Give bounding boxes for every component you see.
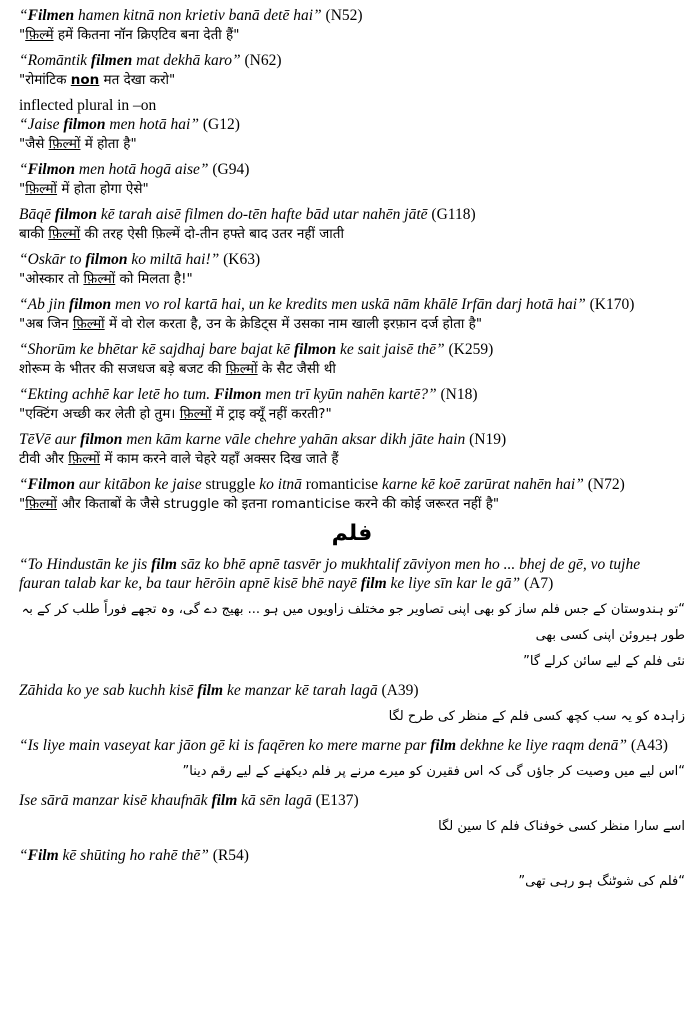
urdu-section-heading: فلم [331,521,373,546]
urdu-line: “فلم کی شوٹنگ ہو رہی تھی” [518,874,685,889]
romanized-line: “Ab jin filmon men vo rol kartā hai, un ke kredits men uskā nām khālē Irfān darj hotā hai” (K170) [19,296,635,313]
example-g118 [19,205,685,245]
urdu-line: زاہدہ کو یہ سب کچھ کسی فلم کے منظر کی طرح لگا [388,709,685,724]
romanized-line: “Filmon aur kitābon ke jaise struggle ko itnā romanticise karne kē koē zarūrat nahēn hai” (N72) [19,476,625,493]
devanagari-line: "अब जिन फ़िल्मों में वो रोल करता है, उन के क्रेडिट्स में उसका नाम खाली इरफ़ान दर्ज होता है" [19,316,483,332]
example-n18 [19,385,685,425]
example-k259 [19,340,685,380]
romanized-line: Zāhida ko ye sab kuchh kisē film ke manzar kē tarah lagā (A39) [19,682,419,699]
romanized-line: “Film kē shūting ho rahē thē” (R54) [19,847,249,864]
example-g94 [19,160,685,200]
example-n72 [19,475,685,515]
devanagari-line: बाकी फ़िल्मों की तरह ऐसी फ़िल्में दो-तीन हफ्ते बाद उतर नहीं जाती [19,226,344,242]
example-k63 [19,250,685,290]
devanagari-line: शोरूम के भीतर की सजधज बड़े बजट की फ़िल्मों के सैट जैसी थी [19,361,336,377]
example-n19 [19,430,685,470]
example-a7 [19,555,685,675]
urdu-line: “اس لیے میں وصیت کر جاؤں گی کہ اس فقیرن کو میرے مرنے پر فلم دیکھنے کے لیے رقم دینا” [182,764,685,779]
section-label-inflected: inflected plural in –on [19,97,157,114]
romanized-line: “Filmen hamen kitnā non krietiv banā detē hai” (N52) [19,7,363,24]
romanized-line: “Filmon men hotā hogā aise” (G94) [19,161,250,178]
urdu-line: اسے سارا منظر کسی خوفناک فلم کا سین لگا [438,819,685,834]
romanized-line: “Jaise filmon men hotā hai” (G12) [19,116,240,133]
romanized-line: Ise sārā manzar kisē khaufnāk film kā sēn lagā (E137) [19,792,359,809]
example-n62 [19,51,685,91]
devanagari-line: "ओस्कार तो फ़िल्मों को मिलता है!" [19,271,193,287]
romanized-line: Bāqē filmon kē tarah aisē filmen do-tēn hafte bād utar nahēn jātē (G118) [19,206,476,223]
example-e137 [19,791,685,840]
example-g12 [19,115,685,155]
romanized-line: “Oskār to filmon ko miltā hai!” (K63) [19,251,261,268]
devanagari-line: टीवी और फ़िल्मों में काम करने वाले चेहरे यहाँ अक्सर दिख जाते हैं [19,451,339,467]
romanized-line: “Ekting achhē kar letē ho tum. Filmon men trī kyūn nahēn kartē?” (N18) [19,386,478,403]
romanized-line: TēVē aur filmon men kām karne vāle chehre yahān aksar dikh jāte hain (N19) [19,431,507,448]
romanized-line: “Romāntik filmen mat dekhā karo” (N62) [19,52,282,69]
devanagari-line: "फ़िल्मों और किताबों के जैसे struggle को इतना romanticise करने की कोई जरूरत नहीं है" [19,496,500,512]
romanized-line: “Shorūm ke bhētar kē sajdhaj bare bajat kē filmon ke sait jaisē thē” (K259) [19,341,494,358]
example-a39 [19,681,685,730]
example-a43 [19,736,685,785]
romanized-line: “Is liye main vaseyat kar jāon gē ki is faqēren ko mere marne par film dekhne ke liye raqm denā” (A43) [19,737,668,754]
devanagari-line: "रोमांटिक non मत देखा करो" [19,72,176,88]
devanagari-line: "फ़िल्में हमें कितना नॉन क्रिएटिव बना देती हैं" [19,27,240,43]
devanagari-line: "फ़िल्मों में होता होगा ऐसे" [19,181,149,197]
example-r54 [19,846,685,895]
urdu-line: “تو ہندوستان کے جس فلم ساز کو بھی اپنی تصاویر جو مختلف زاویوں میں ہو ... بھیج دے گی، وہ تجھے فوراً طلب کر کے بہ طور ہیروئن اپنی کسی بھی نئی فلم کے لیے سائن کرلے گا” [21,602,685,669]
example-n52 [19,6,685,46]
romanized-line: “To Hindustān ke jis film sāz ko bhē apnē tasvēr jo mukhtalif zāviyon men ho ... bhej de gē, vo tujhe fauran talab kar ke, ba taur hērōin apnē kisē bhē nayē film ke liye sīn kar le gā” (A7) [19,556,641,592]
devanagari-line: "जैसे फ़िल्मों में होता है" [19,136,137,152]
document-page [19,6,685,901]
devanagari-line: "एक्टिंग अच्छी कर लेती हो तुम। फ़िल्मों में ट्राइ क्यूँ नहीं करती?" [19,406,332,422]
example-k170 [19,295,685,335]
